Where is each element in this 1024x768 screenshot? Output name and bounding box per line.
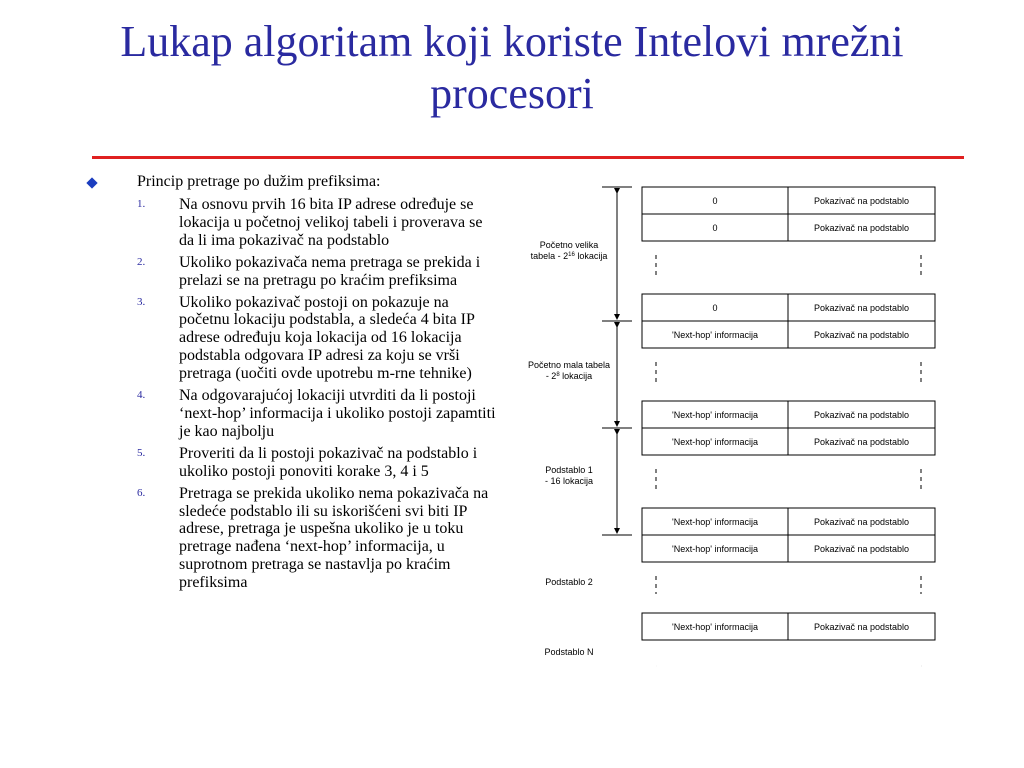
lookup-structure-diagram [505,172,945,692]
group-label: Početno velika [539,240,599,250]
step-text: Na osnovu prvih 16 bita IP adrese određuje se lokacija u početnoj velikoj tabeli i proverava se da li ima pokazivač na podstablo [179,196,483,249]
list-item [137,485,497,592]
step-number: 3. [137,295,146,308]
steps-list [137,196,497,596]
list-item [137,254,497,290]
group-label: Podstablo N [544,647,594,657]
step-text: Ukoliko pokazivača nema pretraga se prekida i prelazi se na pretragu po kraćim prefiksima [179,253,481,289]
step-number: 1. [137,198,146,210]
table-row [642,428,935,455]
row-left-cell: 'Next-hop' informacija [672,410,758,420]
row-left-cell: 'Next-hop' informacija [672,330,758,340]
step-number: 2. [137,255,146,268]
group-label: Podstablo 1 [545,465,593,475]
row-left-cell: 0 [712,303,718,313]
slide-title: Lukap algoritam koji koriste Intelovi mrežni procesori [120,17,904,118]
row-left-cell: 0 [712,196,718,206]
group-label-size: - $2^8$ lokacija [545,371,593,381]
step-text: Proveriti da li postoji pokazivač na podstablo i ukoliko postoji ponoviti korake 3, 4 i 5 [179,444,478,480]
row-right-cell: Pokazivač na podstablo [813,196,910,206]
diamond-bullet-icon [86,177,97,188]
row-right-cell: Pokazivač na podstablo [813,622,910,632]
row-left-cell: 'Next-hop' informacija [672,544,758,554]
table-row [642,535,935,562]
row-right-cell: Pokazivač na podstablo [813,517,910,527]
list-item [137,196,497,250]
table-row [642,214,935,241]
row-left-cell: 'Next-hop' informacija [672,437,758,447]
list-item [137,445,497,481]
title-divider [92,156,964,159]
group-label: Početno mala tabela [527,360,611,370]
step-number: 6. [137,486,146,499]
table-row [642,613,935,640]
step-text: Ukoliko pokazivač postoji on pokazuje na početnu lokaciju podstabla, a sledeća 4 bita IP adrese određuju koja lokacija od 16 lokacija podstabla odgovara IP adresi za koju se vrši pretraga (uočiti ovde upotrebu m-rne tehnike) [179,293,475,383]
row-right-cell: Pokazivač na podstablo [813,544,910,554]
list-item [137,387,497,441]
group-label: Podstablo 2 [545,577,593,587]
row-left-cell: 'Next-hop' informacija [672,517,758,527]
group-label-size: tabela - $2^{16}$ lokacija [530,251,608,261]
row-left-cell: 'Next-hop' informacija [672,622,758,632]
step-number: 4. [137,389,146,402]
table-row [642,187,935,214]
group-label-size: - 16 lokacija [544,476,594,486]
list-item [137,294,497,384]
row-right-cell: Pokazivač na podstablo [813,437,910,447]
table-row [642,401,935,428]
row-right-cell: Pokazivač na podstablo [813,223,910,233]
row-right-cell: Pokazivač na podstablo [813,303,910,313]
step-text: Pretraga se prekida ukoliko nema pokazivača na sledeće podstablo ili su iskorišćeni svi biti IP adrese, pretraga je uspešna ukoliko je u toku pretrage nađena ‘next-hop’ informacija, u suprotnom pretraga se nastavlja po kraćim prefiksima [179,484,489,592]
step-text: Na odgovarajućoj lokaciji utvrditi da li postoji ‘next-hop’ informacija i ukoliko postoji zapamtiti je kao najbolju [179,387,496,440]
row-right-cell: Pokazivač na podstablo [813,330,910,340]
lead-text: Princip pretrage po dužim prefiksima: [137,173,381,190]
step-number: 5. [137,446,146,459]
row-right-cell: Pokazivač na podstablo [813,410,910,420]
table-row [642,294,935,321]
table-row [642,508,935,535]
table-row [642,321,935,348]
row-left-cell: 0 [712,223,718,233]
